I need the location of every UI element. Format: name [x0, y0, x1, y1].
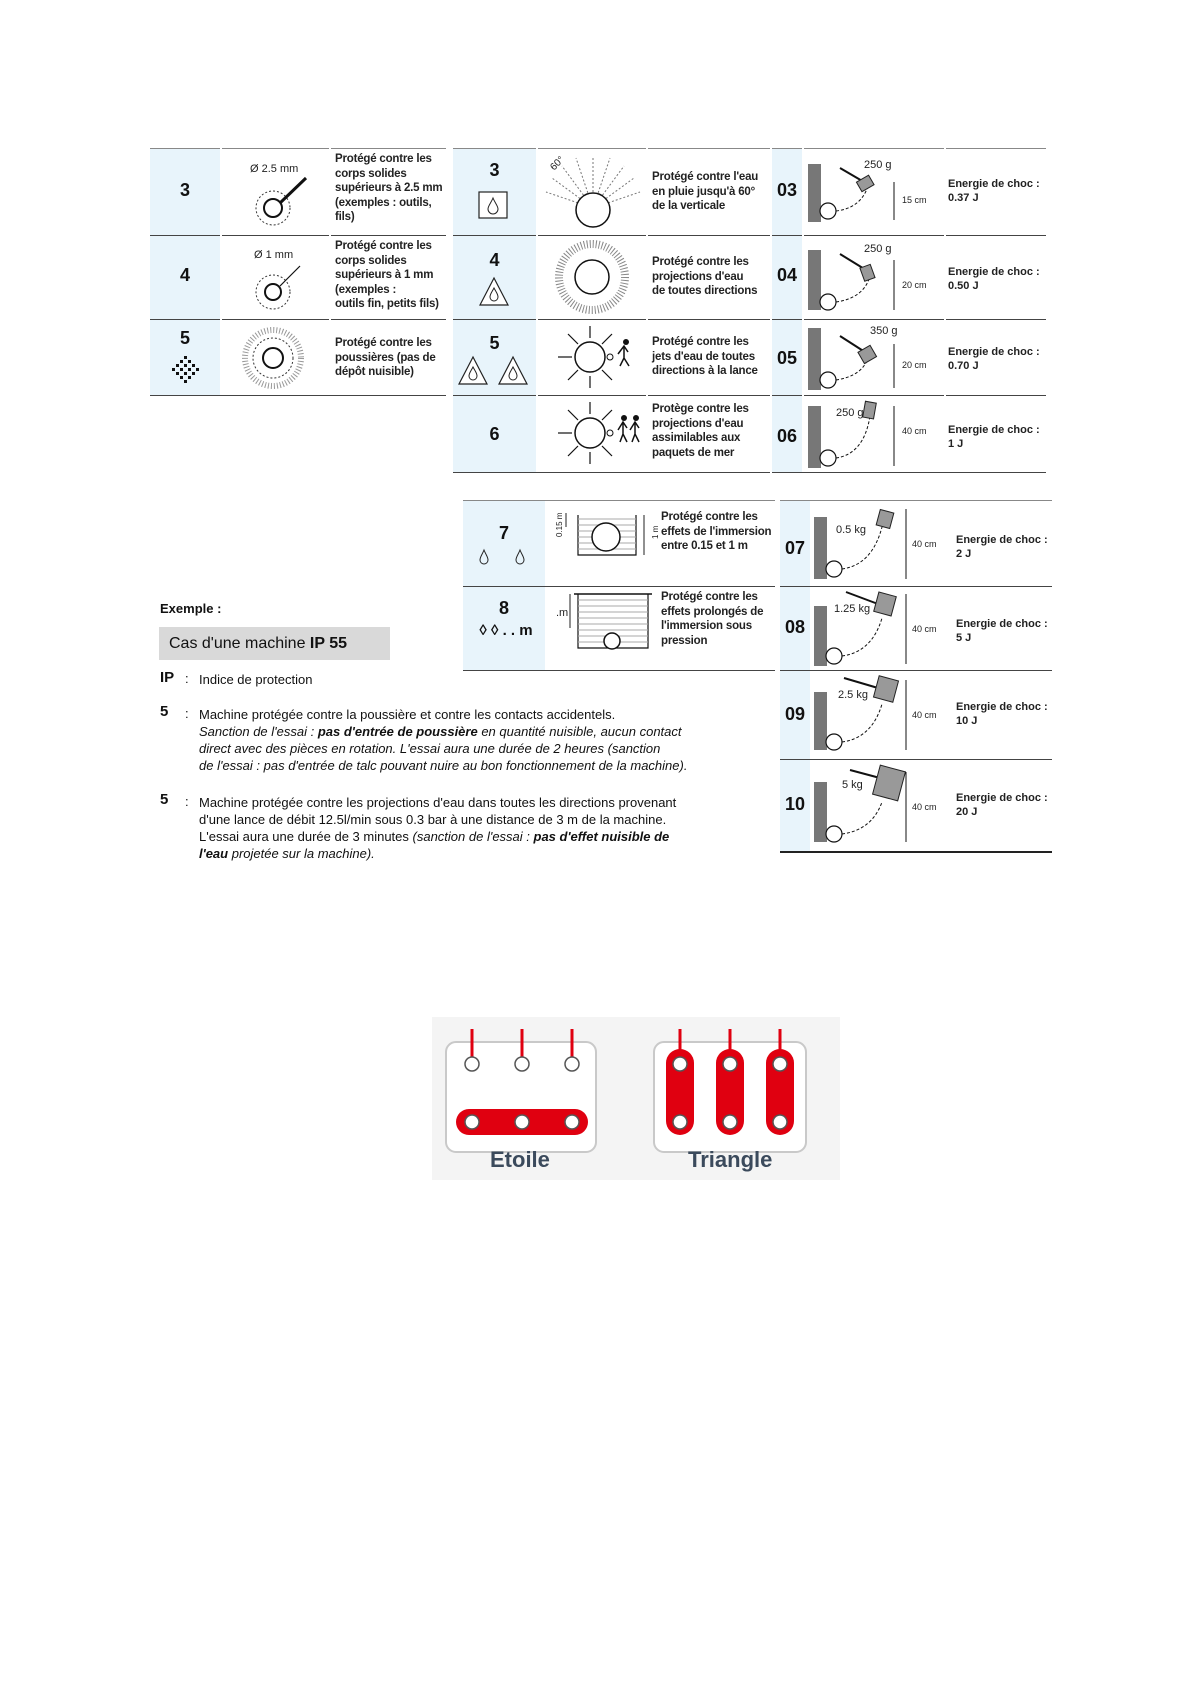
first-digit-line: de l'essai : pas d'entrée de talc pouvant nuire au bon fonctionnement de la machine).	[199, 758, 688, 773]
solids-number: 4	[179, 265, 190, 285]
svg-text:Ø 2.5 mm: Ø 2.5 mm	[250, 163, 299, 175]
water-number: 3	[489, 160, 500, 180]
impact-hammer-icon	[806, 156, 942, 228]
impact-energy: Energie de choc : 0.50 J	[948, 266, 1040, 292]
impact-hammer-icon	[806, 240, 942, 314]
svg-text:20 cm: 20 cm	[902, 280, 927, 290]
solids-number: 5	[179, 328, 190, 348]
water-description: Protégé contre les effets prolongés de l'immersion sous pression	[661, 591, 764, 647]
water-description: Protégé contre les effets de l'immersion entre 0.15 et 1 m	[661, 511, 772, 552]
impact-code: 10	[784, 794, 806, 814]
example-title: Exemple :	[160, 601, 222, 616]
spray-all-directions-icon	[555, 240, 629, 314]
drop-in-square-icon	[478, 191, 510, 221]
svg-text:15 cm: 15 cm	[902, 195, 927, 205]
svg-text:5 kg: 5 kg	[842, 779, 863, 791]
first-digit-line: Machine protégée contre la poussière et contre les contacts accidentels.	[199, 707, 616, 722]
example-case-prefix: Cas d'une machine	[169, 635, 310, 652]
triangle-label: Triangle	[688, 1147, 773, 1172]
second-digit-line: L'essai aura une durée de 3 minutes (sanction de l'essai : pas d'effet nuisible de	[199, 829, 670, 844]
svg-text:250 g: 250 g	[836, 407, 864, 419]
impact-energy: Energie de choc : 20 J	[956, 792, 1048, 818]
ip-text: Indice de protection	[199, 672, 313, 687]
second-digit-line: Machine protégée contre les projections d'eau dans toutes les directions provenant	[199, 795, 677, 810]
impact-hammer-icon	[806, 398, 942, 470]
impact-code: 07	[784, 538, 806, 558]
impact-energy: Energie de choc : 0.37 J	[948, 178, 1040, 204]
impact-hammer-icon	[812, 762, 952, 846]
example-case-box	[159, 627, 390, 660]
second-digit-colon: :	[185, 794, 189, 809]
first-digit-line: direct avec des pièces en rotation. L'essai aura une durée de 2 heures (sanction	[199, 741, 661, 756]
water-number: 6	[489, 424, 500, 444]
star-label: Etoile	[490, 1147, 550, 1172]
water-8-suffix: ◊ ◊ . . m	[479, 622, 533, 639]
impact-hammer-icon	[812, 505, 952, 583]
wiring-diagram	[432, 1017, 840, 1180]
impact-code: 03	[776, 180, 798, 200]
svg-text:0.5 kg: 0.5 kg	[836, 524, 866, 536]
svg-text:250 g: 250 g	[864, 243, 892, 255]
impact-energy: Energie de choc : 5 J	[956, 618, 1048, 644]
solids-number: 3	[179, 180, 190, 200]
svg-text:0.15 m: 0.15 m	[555, 512, 564, 537]
svg-text:350 g: 350 g	[870, 325, 898, 337]
solids-description: Protégé contre les corps solides supérieurs à 1 mm (exemples : outils fin, petits fils)	[335, 240, 439, 310]
impact-code: 04	[776, 265, 798, 285]
water-description: Protège contre les projections d'eau assimilables aux paquets de mer	[652, 403, 749, 459]
dust-diamond-icon	[168, 354, 204, 390]
impact-hammer-icon	[812, 588, 952, 668]
svg-text:40 cm: 40 cm	[912, 624, 937, 634]
second-digit-line: d'une lance de débit 12.5l/min sous 0.3 bar à une distance de 3 m de la machine.	[199, 812, 667, 827]
first-digit-colon: :	[185, 706, 189, 721]
immersion-tank-icon	[548, 505, 660, 563]
svg-text:40 cm: 40 cm	[912, 539, 937, 549]
impact-hammer-icon	[812, 674, 952, 754]
impact-energy: Energie de choc : 0.70 J	[948, 346, 1040, 372]
drop-in-triangle-icon	[478, 276, 510, 308]
pressure-immersion-tank-icon	[548, 588, 656, 652]
impact-code: 09	[784, 704, 806, 724]
impact-hammer-icon	[806, 322, 942, 394]
water-description: Protégé contre les jets d'eau de toutes directions à la lance	[652, 336, 758, 377]
svg-text:1.25 kg: 1.25 kg	[834, 603, 871, 615]
svg-text:40 cm: 40 cm	[902, 426, 927, 436]
second-digit-line: l'eau projetée sur la machine).	[199, 846, 375, 861]
solids-description: Protégé contre les corps solides supérieurs à 2.5 mm (exemples : outils, fils)	[335, 153, 443, 223]
second-digit-key: 5	[160, 791, 169, 808]
water-description: Protégé contre les projections d'eau de toutes directions	[652, 256, 758, 297]
water-description: Protégé contre l'eau en pluie jusqu'à 60° de la verticale	[652, 171, 759, 212]
ip-key: IP	[160, 669, 175, 686]
svg-text:40 cm: 40 cm	[912, 802, 937, 812]
water-jet-lance-icon	[548, 322, 644, 392]
water-number: 4	[489, 250, 500, 270]
water-number: 5	[489, 333, 500, 353]
impact-energy: Energie de choc : 1 J	[948, 424, 1040, 450]
impact-energy: Energie de choc : 2 J	[956, 534, 1048, 560]
impact-code: 08	[784, 617, 806, 637]
solids-description: Protégé contre les poussières (pas de dépôt nuisible)	[335, 337, 436, 378]
first-digit-line: Sanction de l'essai : pas d'entrée de poussière en quantité nuisible, aucun contact	[199, 724, 682, 739]
svg-text:1 m: 1 m	[651, 525, 660, 539]
svg-text:2.5 kg: 2.5 kg	[838, 689, 868, 701]
svg-text:20 cm: 20 cm	[902, 360, 927, 370]
example-case-code: IP 55	[309, 635, 347, 652]
water-number: 7	[498, 523, 509, 543]
svg-text:60°: 60°	[548, 154, 567, 173]
svg-text:Ø 1 mm: Ø 1 mm	[254, 249, 294, 261]
two-drops-in-triangles-icon	[457, 355, 533, 387]
solid-1mm-icon	[240, 244, 320, 316]
impact-energy: Energie de choc : 10 J	[956, 701, 1048, 727]
impact-code: 05	[776, 348, 798, 368]
dust-cloud-icon	[240, 325, 312, 391]
heavy-seas-icon	[548, 398, 644, 468]
first-digit-key: 5	[160, 703, 169, 720]
impact-code: 06	[776, 426, 798, 446]
solid-2-5mm-icon	[240, 158, 320, 230]
rain-60-degrees-icon	[538, 152, 644, 230]
svg-text:40 cm: 40 cm	[912, 710, 937, 720]
two-drops-icon	[476, 548, 536, 566]
svg-text:.m: .m	[556, 607, 569, 619]
svg-text:250 g: 250 g	[864, 159, 892, 171]
ip-colon: :	[185, 671, 189, 686]
water-number: 8	[498, 598, 509, 618]
